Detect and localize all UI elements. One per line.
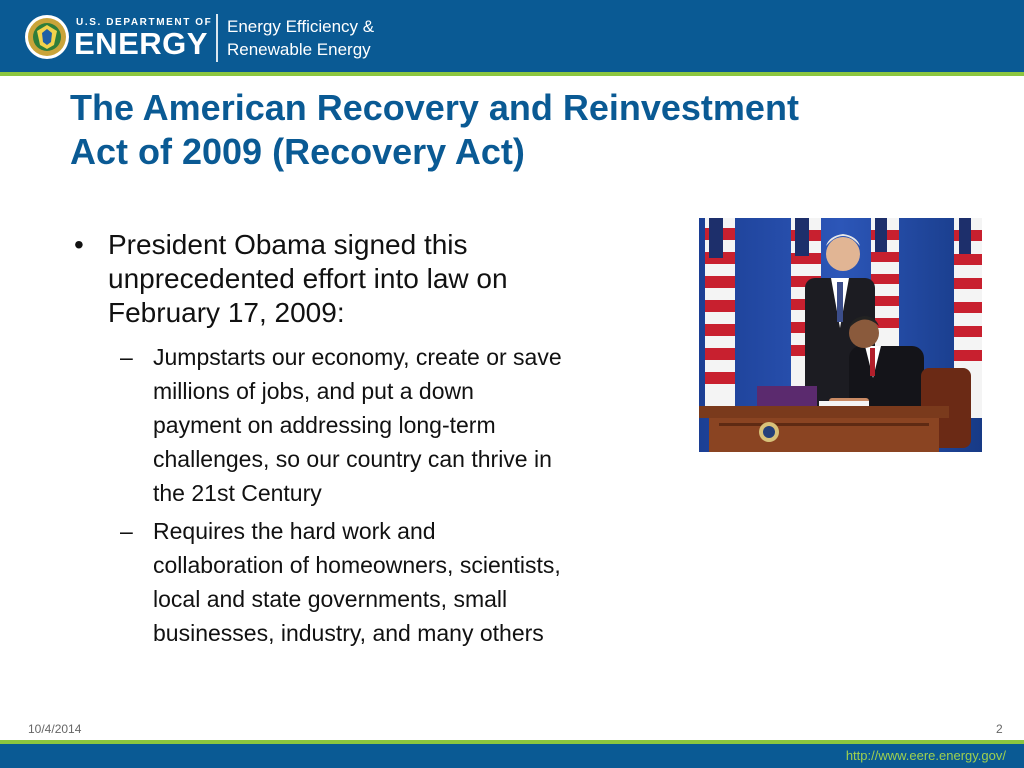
slide-number: 2 [996, 722, 1003, 736]
flag-left [705, 218, 735, 408]
office-name-line1: Energy Efficiency & [227, 17, 375, 36]
sub-bullet-line: challenges, so our country can thrive in [153, 446, 552, 472]
agency-name: ENERGY [74, 26, 208, 61]
sub-bullet-marker: – [120, 518, 133, 544]
main-bullet [70, 228, 670, 330]
sub-bullet-requires [120, 514, 670, 650]
sub-bullet-line: businesses, industry, and many others [153, 620, 544, 646]
footer-url-link[interactable]: http://www.eere.energy.gov/ [845, 748, 1006, 763]
bullet-line: unprecedented effort into law on [108, 263, 508, 294]
title-line: Act of 2009 (Recovery Act) [70, 131, 525, 172]
signing-photo [699, 218, 982, 452]
slide-body [70, 228, 670, 654]
slide-date: 10/4/2014 [28, 722, 82, 736]
sub-bullet-line: Requires the hard work and [153, 518, 436, 544]
sub-bullet-line: payment on addressing long-term [153, 412, 496, 438]
sub-bullet-list [120, 340, 670, 650]
header-accent-stripe [0, 72, 1024, 76]
header-divider [216, 14, 218, 62]
sub-bullet-text [153, 340, 562, 510]
slide-title [70, 86, 950, 174]
sub-bullet-marker: – [120, 344, 133, 370]
bullet-text [108, 228, 508, 330]
agency-prefix: U.S. DEPARTMENT OF [76, 17, 213, 28]
sub-bullet-line: local and state governments, small [153, 586, 508, 612]
office-name-line2: Renewable Energy [227, 40, 371, 59]
sub-bullet-line: Jumpstarts our economy, create or save [153, 344, 562, 370]
sub-bullet-line: the 21st Century [153, 480, 322, 506]
doe-seal-icon [24, 14, 70, 60]
bullet-line: President Obama signed this [108, 229, 468, 260]
sub-bullet-line: collaboration of homeowners, scientists, [153, 552, 561, 578]
title-line: The American Recovery and Reinvestment [70, 87, 799, 128]
sub-bullet-line: millions of jobs, and put a down [153, 378, 474, 404]
bullet-marker: • [74, 229, 84, 260]
sub-bullet-text [153, 514, 561, 650]
sub-bullet-jumpstarts [120, 340, 670, 510]
bullet-line: February 17, 2009: [108, 297, 345, 328]
